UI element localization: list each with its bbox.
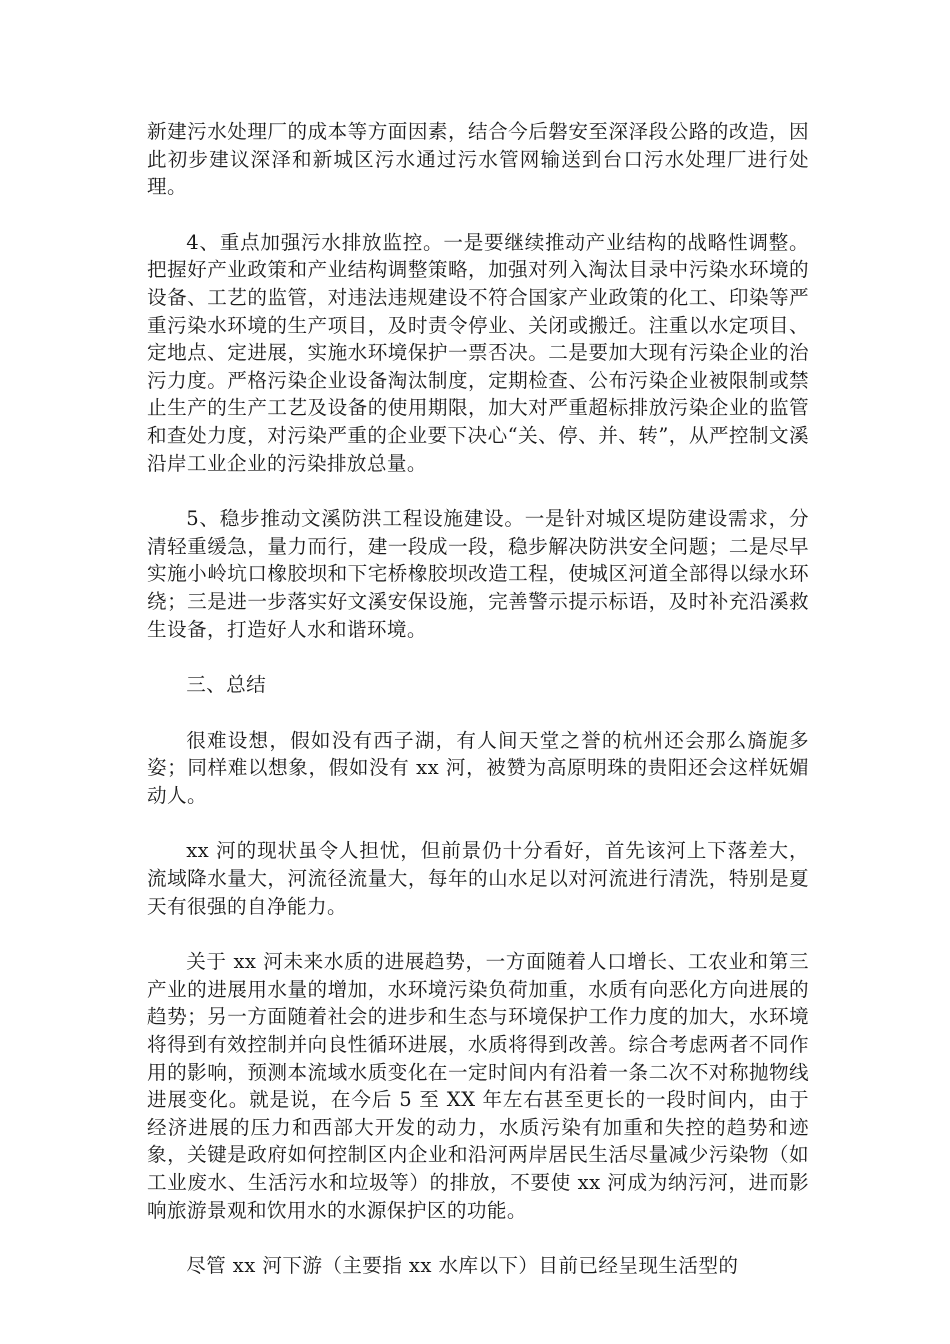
section-heading-summary: 三、总结 xyxy=(186,673,267,697)
paragraph-flood-control: 5、稳步推动文溪防洪工程设施建设。一是针对城区堤防建设需求，分清轻重缓急，量力而行，建一段成一段，稳步解决防洪安全问题；二是尽早实施小岭坑口橡胶坝和下宅桥橡胶坝改造工程，使城区河道全部得以绿水环绕；三是进一步落实好文溪安保设施，完善警示提示标语，及时补充沿溪救生设备，打造好人水和谐环境。 xyxy=(147,507,809,641)
paragraph-pollution-monitoring: 4、重点加强污水排放监控。一是要继续推动产业结构的战略性调整。把握好产业政策和产业结构调整策略，加强对列入淘汰目录中污染水环境的设备、工艺的监管，对违法违规建设不符合国家产业政策的化工、印染等严重污染水环境的生产项目，及时责令停业、关闭或搬迁。注重以水定项目、定地点、定进展，实施水环境保护一票否决。二是要加大现有污染企业的治污力度。严格污染企业设备淘汰制度，定期检查、公布污染企业被限制或禁止生产的生产工艺及设备的使用期限，加大对严重超标排放污染企业的监管和查处力度，对污染严重的企业要下决心“关、停、并、转”，从严控制文溪沿岸工业企业的污染排放总量。 xyxy=(147,230,809,475)
paragraph-river-status: xx 河的现状虽令人担忧，但前景仍十分看好，首先该河上下落差大，流域降水量大，河流径流量大，每年的山水足以对河流进行清洗，特别是夏天有很强的自净能力。 xyxy=(147,839,809,918)
paragraph-summary-intro: 很难设想，假如没有西子湖，有人间天堂之誉的杭州还会那么旖旎多姿；同样难以想象，假如没有 xx 河，被赞为高原明珠的贵阳还会这样妩媚动人。 xyxy=(147,728,809,807)
paragraph-water-quality-trend: 关于 xx 河未来水质的进展趋势，一方面随着人口增长、工农业和第三产业的进展用水量的增加，水环境污染负荷加重，水质有向恶化方向进展的趋势；另一方面随着社会的进步和生态与环境保护工作力度的加大，水环境将得到有效控制并向良性循环进展，水质将得到改善。综合考虑两者不同作用的影响，预测本流域水质变化在一定时间内有沿着一条二次不对称抛物线进展变化。就是说，在今后 5 至 XX 年左右甚至更长的一段时间内，由于经济进展的压力和西部大开发的动力，水质污染有加重和失控的趋势和迹象，关键是政府如何控制区内企业和沿河两岸居民生活尽量减少污染物（如工业废水、生活污水和垃圾等）的排放，不要使 xx 河成为纳污河，进而影响旅游景观和饮用水的水源保护区的功能。 xyxy=(147,950,809,1222)
paragraph-sewage-plant-continuation: 新建污水处理厂的成本等方面因素，结合今后磐安至深泽段公路的改造，因此初步建议深泽和新城区污水通过污水管网输送到台口污水处理厂进行处理。 xyxy=(147,120,809,199)
paragraph-downstream: 尽管 xx 河下游（主要指 xx 水库以下）目前已经呈现生活型的 xyxy=(186,1254,739,1278)
document-body xyxy=(147,118,809,1308)
